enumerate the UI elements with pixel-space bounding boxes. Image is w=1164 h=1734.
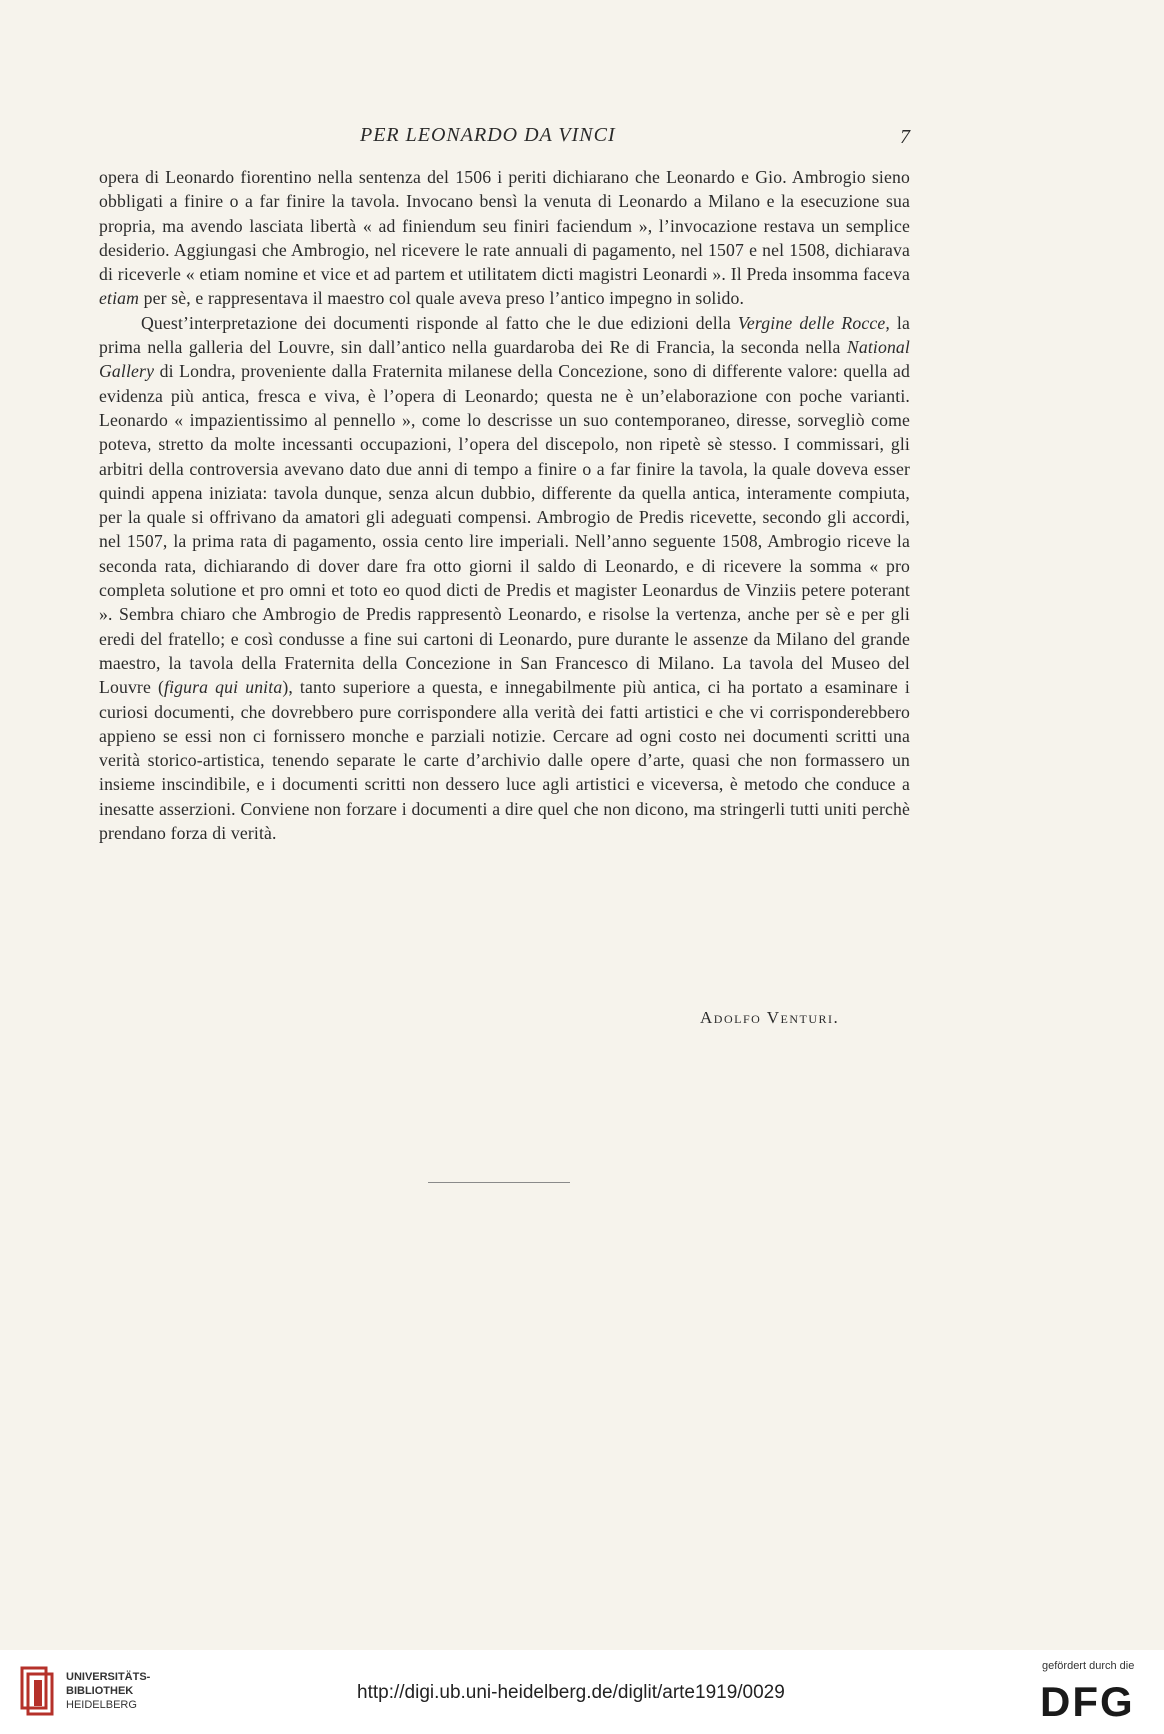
italic-segment: etiam — [99, 288, 140, 309]
body-text — [99, 165, 910, 845]
library-name-line: HEIDELBERG — [66, 1699, 137, 1711]
text-segment: Quest’interpretazione dei documenti risponde al fatto che le due edizioni della — [141, 312, 738, 333]
paragraph-2 — [99, 311, 910, 846]
italic-segment: Vergine delle Rocce, — [737, 312, 890, 333]
library-name-line: UNIVERSITÄTS- — [66, 1671, 151, 1683]
text-segment: opera di Leonardo fiorentino nella sentenza del 1506 i periti dichiarano che Leonardo e Gio. Ambrogio sieno obbligati a finire o a far finire la tavola. Invocano bensì la venuta di Leonardo a Milano e la esecuzione sua propria, ma avendo lasciata libertà « ad finiendum seu finiri faciendum », l’invocazione restava un semplice desiderio. Aggiungasi che Ambrogio, nel ricevere le rate annuali di pagamento, nel 1507 e nel 1508, dichiarava di riceverle « etiam nomine et vice et ad partem et utilitatem dicti magistri Leonardi ». Il Preda insomma faceva — [99, 167, 910, 285]
library-logo-icon — [20, 1666, 56, 1718]
source-url-link[interactable]: http://digi.ub.uni-heidelberg.de/diglit/arte1919/0029 — [357, 1682, 785, 1703]
library-name — [66, 1670, 150, 1712]
text-segment: per sè, e rappresentava il maestro col quale aveva preso l’antico impegno in solido. — [139, 288, 745, 309]
section-divider — [428, 1182, 570, 1183]
digitization-footer — [0, 1650, 1164, 1734]
running-head-title: PER LEONARDO DA VINCI — [360, 124, 616, 146]
text-segment: ), tanto superiore a questa, e innegabilmente più antica, ci ha portato a esaminare i curiosi documenti, che dovrebbero pure corrispondere alla verità dei fatti artistici e che vi corrisponderebbero appieno se essi non ci fornissero monche e parziali notizie. Cercare ad ogni costo nei documenti scritti una verità storico-artistica, tenendo separate le carte d’archivio dalle opere d’arte, quasi che non formassero un insieme inscindibile, e i documenti scritti non dessero luce agli artistici e viceversa, è metodo che conduce a inesatte asserzioni. Conviene non forzare i documenti a dire quel che non dicono, ma stringerli tutti uniti perchè prendano forza di verità. — [99, 677, 910, 844]
funding-label: gefördert durch die — [1042, 1660, 1135, 1672]
dfg-logo: DFG — [1040, 1678, 1135, 1725]
italic-segment: National Gallery — [99, 337, 910, 382]
text-segment: la prima nella galleria del Louvre, sin dall’antico nella guardaroba dei Re di Francia, la seconda nella — [99, 312, 910, 358]
author-signature: Adolfo Venturi. — [700, 1008, 840, 1027]
italic-segment: figura qui unita — [164, 677, 283, 698]
text-segment: di Londra, proveniente dalla Fraternita milanese della Concezione, sono di differente valore: quella ad evidenza più antica, fresca e viva, è l’opera di Leonardo; questa ne è un’elaborazione con poche varianti. Leonardo « impazientissimo al pennello », come lo descrisse un suo contemporaneo, diresse, sorvegliò come poteva, stretto da molte incessanti occupazioni, l’opera del discepolo, non ripetè sè stesso. I commissari, gli arbitri della controversia avevano dato due anni di tempo a finire o a far finire la tavola, la quale doveva esser quindi appena iniziata: tavola dunque, senza alcun dubbio, differente da quella antica, interamente compiuta, per la quale si offrivano da amatori gli adeguati compensi. Ambrogio de Predis ricevette, secondo gli accordi, nel 1507, la prima rata di pagamento, ossia cento lire imperiali. Nell’anno seguente 1508, Ambrogio riceve la seconda rata, dichiarando di dover dare fra otto giorni il saldo di Leonardo, e di ricevere la somma « pro completa solutione et pro omni et toto eo quod dicti de Predis et magister Leonardus de Vinziis petere poterant ». Sembra chiaro che Ambrogio de Predis rappresentò Leonardo, e risolse la vertenza, anche per sè e per gli eredi del fratello; e così condusse a fine sui cartoni di Leonardo, pure durante le assenze da Milano del grande maestro, la tavola della Fraternita della Concezione in San Francesco di Milano. La tavola del Museo del Louvre ( — [99, 361, 910, 698]
paragraph-1 — [99, 165, 910, 311]
page-number: 7 — [900, 126, 910, 148]
library-name-line: BIBLIOTHEK — [66, 1685, 134, 1697]
running-head — [0, 124, 1164, 154]
